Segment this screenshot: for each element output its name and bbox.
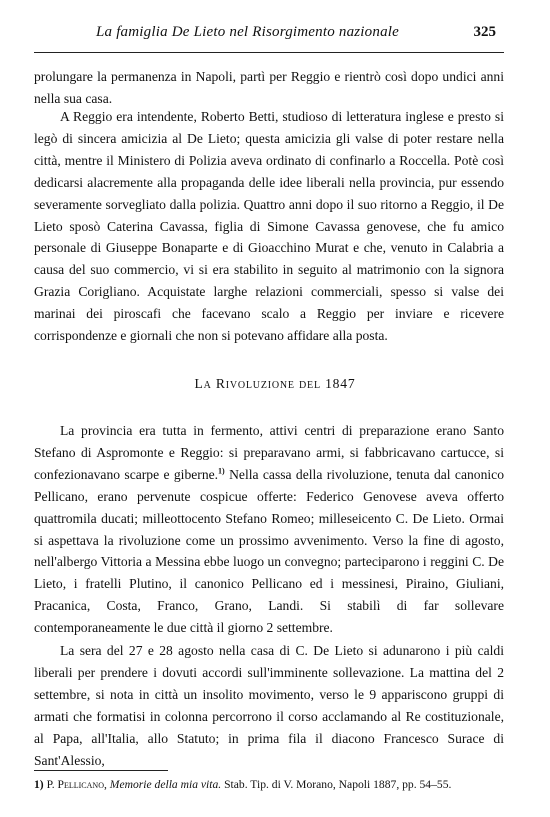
paragraph-text-part: Nella cassa della rivoluzione, tenuta dal canonico Pellicano, erano pervenute cospicue offerte: Federico Genovese aveva offerto quattromila ducati; milleottocento Stefano Romeo; milleseicento C. De Lieto. Ormai si aspettava la rivoluzione come un prossimo avvenimento. Verso la fine di agosto, nell'albergo Vittoria a Messina ebbe luogo un convegno; parteciparono i reggini C. De Lieto, i fratelli Plutino, il canonico Pellicano ed i messinesi, Piraino, Giuliani, Pracanica, Costa, Franco, Grano, Landi. Si stabilì di far sollevare contemporaneamente le due città il giorno 2 settembre. bbox=[34, 466, 504, 636]
footnote-rule bbox=[34, 770, 168, 771]
paragraph-text: La sera del 27 e 28 agosto nella casa di C. De Lieto si adunarono i più caldi liberali per prendere i dovuti accordi sull'imminente sollevazione. La mattina del 2 settembre, si nota in città un insolito movimento, verso le 9 appariscono gruppi di armati che formatisi in colonna percorrono il corso acclamando al Re costituzionale, al Papa, all'Italia, allo Statuto; in prima fila il diacono Francesco Surace di Sant'Alessio, bbox=[34, 643, 504, 768]
paragraph-text-part: La provincia era tutta in fermento, attivi centri di preparazione erano Santo Stefano di Aspromonte e Reggio: si preparavano armi, si fabbricavano cartucce, si confezionavano scarpe e giberne. bbox=[34, 423, 504, 482]
page-number: 325 bbox=[473, 24, 496, 40]
paragraph-text: A Reggio era intendente, Roberto Betti, studioso di letteratura inglese e presto si legò di sincera amicizia al De Lieto; questa amicizia gli valse di poter restare nella città, mentre il Ministero di Polizia aveva ordinato di confinarlo a Roccella. Potè così dedicarsi alacremente alla propaganda delle idee liberali nella provincia, pur essendo severamente sorvegliato dalla polizia. Quattro anni dopo il suo ritorno a Reggio, il De Lieto sposò Caterina Cavassa, figlia di Simone Cavassa genovese, che fu amico personale di Giuseppe Bonaparte e di Gioacchino Murat e che, venuto in Calabria a causa del suo commercio, vi si era stabilito in seguito al matrimonio con la signora Grazia Corigliano. Acquistate larghe relazioni commerciali, spesso si valse dei marinai dei piroscafi che facevano scalo a Reggio per inviare e ricevere corrispondenze e giornali che non si potevano affidare alla posta. bbox=[34, 109, 504, 344]
footnote-author: P. Pellicano, bbox=[46, 778, 107, 791]
footnote-mark: 1) bbox=[34, 778, 44, 791]
paragraph-continuation bbox=[34, 66, 504, 110]
footnote-reference: 1) bbox=[218, 466, 225, 476]
header-rule bbox=[34, 52, 504, 53]
footnote-title: Memorie della mia vita. bbox=[109, 778, 222, 791]
section-heading bbox=[0, 376, 550, 392]
paragraph-settembre bbox=[34, 640, 504, 771]
section-heading-text: La Rivoluzione del bbox=[194, 376, 321, 391]
paragraph-reggio bbox=[34, 106, 504, 347]
running-title: La famiglia De Lieto nel Risorgimento nazionale bbox=[96, 24, 399, 40]
footnote-publisher: Stab. Tip. di V. Morano, Napoli 1887, pp. 54–55. bbox=[224, 778, 452, 791]
paragraph-fermento bbox=[34, 420, 504, 639]
footnote bbox=[34, 776, 504, 794]
section-heading-year: 1847 bbox=[325, 376, 356, 391]
paragraph-text bbox=[34, 420, 504, 639]
page-header bbox=[96, 24, 496, 46]
paragraph-text: prolungare la permanenza in Napoli, partì per Reggio e rientrò così dopo undici anni nella sua casa. bbox=[34, 69, 504, 106]
